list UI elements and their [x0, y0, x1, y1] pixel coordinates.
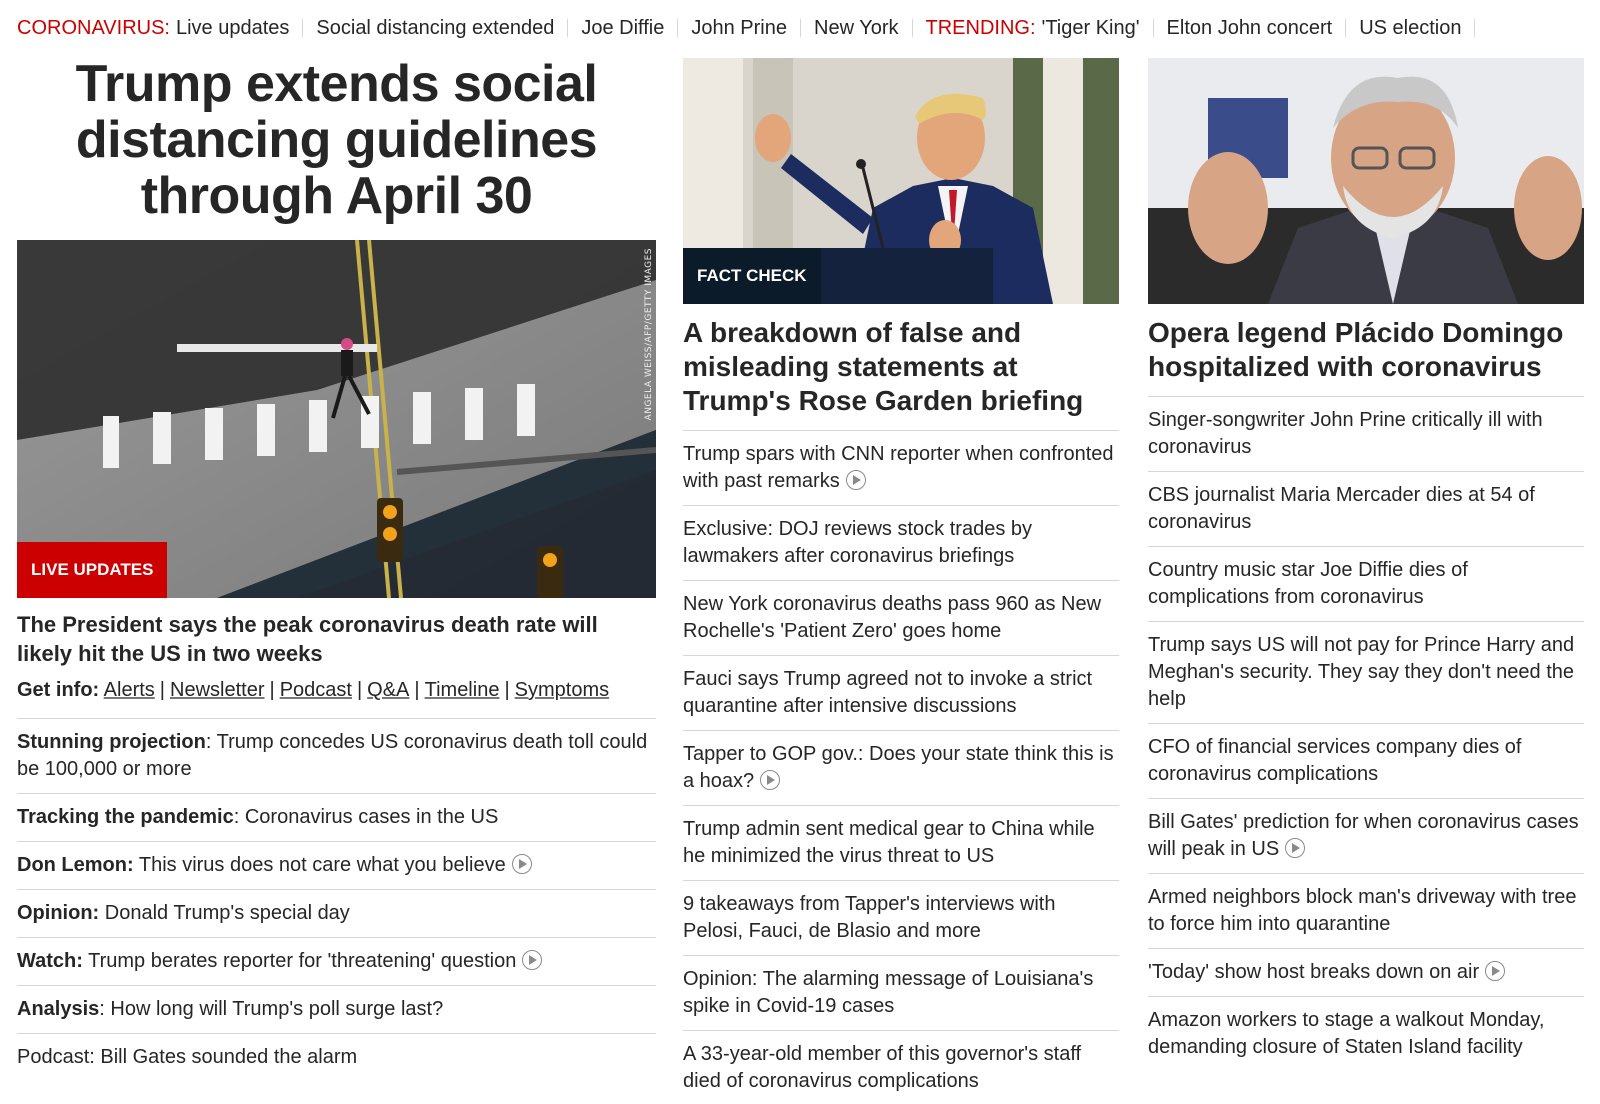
separator: |	[159, 679, 165, 701]
story-text: Amazon workers to stage a walkout Monday, demanding closure of Staten Island facility	[1148, 1009, 1545, 1058]
link-podcast[interactable]: Podcast	[279, 679, 352, 701]
story-text: Exclusive: DOJ reviews stock trades by lawmakers after coronavirus briefings	[683, 518, 1032, 567]
lead-headline[interactable]: The President says the peak coronavirus death rate will likely hit the US in two weeks	[17, 612, 598, 666]
trump-briefing-image[interactable]	[683, 58, 1119, 304]
story-text: Donald Trump's special day	[99, 902, 350, 924]
column-lead	[17, 56, 656, 1081]
link-timeline[interactable]: Timeline	[424, 679, 500, 701]
story-item[interactable]	[17, 794, 656, 842]
story-item[interactable]	[683, 431, 1119, 506]
play-video-icon[interactable]	[522, 950, 542, 970]
domingo-headline[interactable]: Opera legend Plácido Domingo hospitalized with coronavirus	[1148, 316, 1584, 397]
story-text: Podcast: Bill Gates sounded the alarm	[17, 1046, 358, 1068]
divider	[567, 19, 568, 37]
play-video-icon[interactable]	[760, 770, 780, 790]
story-item[interactable]	[1148, 997, 1584, 1071]
story-kicker: Tracking the pandemic	[17, 806, 234, 828]
story-item[interactable]	[1148, 472, 1584, 547]
story-item[interactable]	[17, 938, 656, 986]
separator: |	[269, 679, 275, 701]
link-qa[interactable]: Q&A	[367, 679, 410, 701]
story-kicker: Analysis	[17, 998, 100, 1020]
get-info-label: Get info:	[17, 679, 100, 701]
divider	[1474, 19, 1475, 37]
topbar-label: TRENDING:	[925, 16, 1036, 39]
story-item[interactable]	[1148, 547, 1584, 622]
story-kicker: Opinion:	[17, 902, 100, 924]
topbar-item-coronavirus[interactable]	[17, 17, 289, 40]
story-item[interactable]	[17, 842, 656, 890]
story-text: Trump spars with CNN reporter when confronted with past remarks	[683, 443, 1114, 492]
link-symptoms[interactable]: Symptoms	[514, 679, 610, 701]
topbar-item-trending[interactable]	[926, 17, 1140, 40]
story-kicker: Stunning projection	[17, 731, 206, 753]
story-kicker: Don Lemon:	[17, 854, 134, 876]
topbar-item-joe-diffie[interactable]	[581, 17, 664, 40]
play-video-icon[interactable]	[1485, 961, 1505, 981]
story-text: Country music star Joe Diffie dies of complications from coronavirus	[1148, 559, 1468, 608]
divider	[302, 19, 303, 37]
hero-image[interactable]	[17, 240, 656, 598]
story-text: 9 takeaways from Tapper's interviews with Pelosi, Fauci, de Blasio and more	[683, 893, 1056, 942]
topbar-link[interactable]: US election	[1359, 16, 1462, 39]
story-item[interactable]	[683, 656, 1119, 731]
divider	[800, 19, 801, 37]
story-text: : Coronavirus cases in the US	[233, 806, 499, 828]
story-text: A 33-year-old member of this governor's staff died of coronavirus complications	[683, 1043, 1082, 1092]
story-item[interactable]	[683, 1031, 1119, 1104]
story-text: CBS journalist Maria Mercader dies at 54 of coronavirus	[1148, 484, 1535, 533]
topbar-item-us-election[interactable]	[1359, 17, 1461, 40]
column-news	[1148, 58, 1584, 1071]
topbar-link[interactable]: 'Tiger King'	[1041, 16, 1140, 39]
story-item[interactable]	[17, 890, 656, 938]
separator: |	[504, 679, 510, 701]
story-text: Fauci says Trump agreed not to invoke a strict quarantine after intensive discussions	[683, 668, 1093, 717]
story-text: Trump says US will not pay for Prince Harry and Meghan's security. They say they don't need the help	[1148, 634, 1575, 710]
story-item[interactable]	[683, 881, 1119, 956]
topbar-link[interactable]: Elton John concert	[1166, 16, 1333, 39]
story-item[interactable]	[17, 986, 656, 1034]
story-text: Trump berates reporter for 'threatening' question	[82, 950, 517, 972]
story-item[interactable]	[17, 719, 656, 794]
story-text: CFO of financial services company dies of coronavirus complications	[1148, 736, 1522, 785]
story-text: 'Today' show host breaks down on air	[1148, 961, 1480, 983]
story-item[interactable]	[683, 956, 1119, 1031]
story-text: New York coronavirus deaths pass 960 as New Rochelle's 'Patient Zero' goes home	[683, 593, 1102, 642]
story-text: Armed neighbors block man's driveway with tree to force him into quarantine	[1148, 886, 1577, 935]
live-updates-badge[interactable]: LIVE UPDATES	[17, 542, 167, 598]
topbar-link[interactable]: Live updates	[175, 16, 290, 39]
domingo-image[interactable]	[1148, 58, 1584, 304]
topbar-item-elton-john[interactable]	[1167, 17, 1333, 40]
fact-check-badge[interactable]: FACT CHECK	[683, 248, 821, 304]
topbar-item-new-york[interactable]	[814, 17, 899, 40]
divider	[677, 19, 678, 37]
topbar-label: CORONAVIRUS:	[17, 16, 170, 39]
story-item[interactable]	[1148, 874, 1584, 949]
story-text: : How long will Trump's poll surge last?	[99, 998, 444, 1020]
story-text: Tapper to GOP gov.: Does your state think this is a hoax?	[683, 743, 1114, 792]
story-item[interactable]	[1148, 799, 1584, 874]
topbar-link[interactable]: New York	[814, 16, 899, 39]
divider	[1153, 19, 1154, 37]
hero-headline[interactable]: Trump extends social distancing guidelines through April 30	[75, 55, 598, 225]
separator: |	[356, 679, 363, 701]
separator: |	[414, 679, 420, 701]
lead-story-list	[17, 719, 656, 1081]
column-fact-check	[683, 58, 1119, 1104]
story-text: : Trump concedes US coronavirus death toll could be 100,000 or more	[17, 731, 648, 780]
story-kicker: Watch:	[17, 950, 83, 972]
story-item[interactable]	[683, 581, 1119, 656]
link-newsletter[interactable]: Newsletter	[170, 679, 265, 701]
story-item[interactable]	[1148, 397, 1584, 472]
story-item[interactable]	[1148, 949, 1584, 997]
image-credit: ANGELA WEISS/AFP/GETTY IMAGES	[644, 248, 654, 421]
divider	[912, 19, 913, 37]
story-text: Opinion: The alarming message of Louisiana's spike in Covid-19 cases	[683, 968, 1094, 1017]
story-item[interactable]	[683, 506, 1119, 581]
fact-check-headline[interactable]: A breakdown of false and misleading statements at Trump's Rose Garden briefing	[683, 316, 1119, 431]
topbar-link[interactable]: Social distancing extended	[316, 16, 555, 39]
domingo-photo	[1148, 58, 1584, 304]
story-text: This virus does not care what you believe	[133, 854, 506, 876]
news-story-list	[1148, 397, 1584, 1071]
divider	[1345, 19, 1346, 37]
story-item[interactable]	[683, 731, 1119, 806]
story-item[interactable]	[1148, 622, 1584, 724]
story-text: Singer-songwriter John Prine critically ill with coronavirus	[1148, 409, 1543, 458]
get-info-links	[17, 676, 656, 719]
topbar-link[interactable]: Joe Diffie	[581, 16, 665, 39]
play-video-icon[interactable]	[1285, 838, 1305, 858]
topbar-item-john-prine[interactable]	[691, 17, 787, 40]
story-text: Bill Gates' prediction for when coronavirus cases will peak in US	[1148, 811, 1579, 860]
play-video-icon[interactable]	[846, 470, 866, 490]
fact-check-story-list	[683, 431, 1119, 1104]
topbar-item-social-distancing[interactable]	[316, 17, 554, 40]
play-video-icon[interactable]	[512, 854, 532, 874]
story-item[interactable]	[17, 1034, 656, 1081]
story-text: Trump admin sent medical gear to China while he minimized the virus threat to US	[683, 818, 1095, 867]
story-item[interactable]	[1148, 724, 1584, 799]
topbar-link[interactable]: John Prine	[691, 16, 787, 39]
link-alerts[interactable]: Alerts	[103, 679, 155, 701]
trending-bar	[17, 14, 1488, 42]
story-item[interactable]	[683, 806, 1119, 881]
